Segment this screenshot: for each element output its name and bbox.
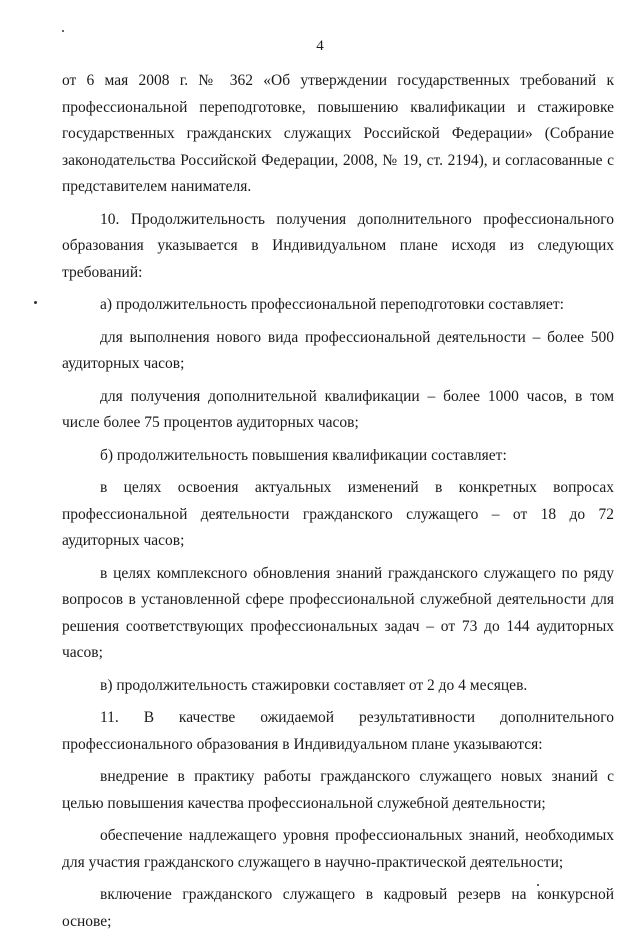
- subitem-c: в) продолжительность стажировки составляет от 2 до 4 месяцев.: [100, 676, 528, 694]
- subitem-b-point-2: в целях комплексного обновления знаний гражданского служащего по ряду вопросов в установленной сфере профессиональной служебной деятельности для решения соответствующих профессиональных задач – от 73 до 144 аудиторных часов;: [62, 564, 614, 661]
- scan-speck: [34, 301, 37, 304]
- paragraph-item-10: 10. Продолжительность получения дополнительного профессионального образования указывается в Индивидуальном плане исходя из следующих требований:: [62, 210, 614, 281]
- subitem-a: а) продолжительность профессиональной переподготовки составляет:: [100, 296, 564, 313]
- result-point-2: обеспечение надлежащего уровня профессиональных знаний, необходимых для участия гражданского служащего в научно-практической деятельности;: [62, 827, 614, 871]
- result-point-1: внедрение в практику работы гражданского служащего новых знаний с целью повышения качества профессиональной служебной деятельности;: [62, 768, 614, 812]
- page-number: 4: [316, 38, 324, 54]
- subitem-b-point-1: в целях освоения актуальных изменений в конкретных вопросах профессиональной деятельности гражданского служащего – от 18 до 72 аудиторных часов;: [62, 479, 614, 549]
- subitem-b: б) продолжительность повышения квалификации составляет:: [100, 446, 507, 464]
- scan-speck: [537, 884, 539, 886]
- paragraph-item-11: 11. В качестве ожидаемой результативности дополнительного профессионального образования в Индивидуальном плане указываются:: [62, 709, 614, 753]
- document-body: [62, 68, 614, 935]
- subitem-a-point-2: для получения дополнительной квалификации – более 1000 часов, в том числе более 75 процентов аудиторных часов;: [62, 387, 614, 431]
- paragraph-continuation: от 6 мая 2008 г. № 362 «Об утверждении государственных требований к профессиональной переподготовке, повышению квалификации и стажировке государственных гражданских служащих Российской Федерации» (Собрание законодательства Российской Федерации, 2008, № 19, ст. 2194), и согласованные с представителем нанимателя.: [62, 72, 614, 195]
- subitem-a-point-1: для выполнения нового вида профессиональной деятельности – более 500 аудиторных часов;: [62, 328, 614, 372]
- result-point-3: включение гражданского служащего в кадровый резерв на конкурсной основе;: [62, 886, 614, 930]
- scan-speck: [62, 30, 64, 32]
